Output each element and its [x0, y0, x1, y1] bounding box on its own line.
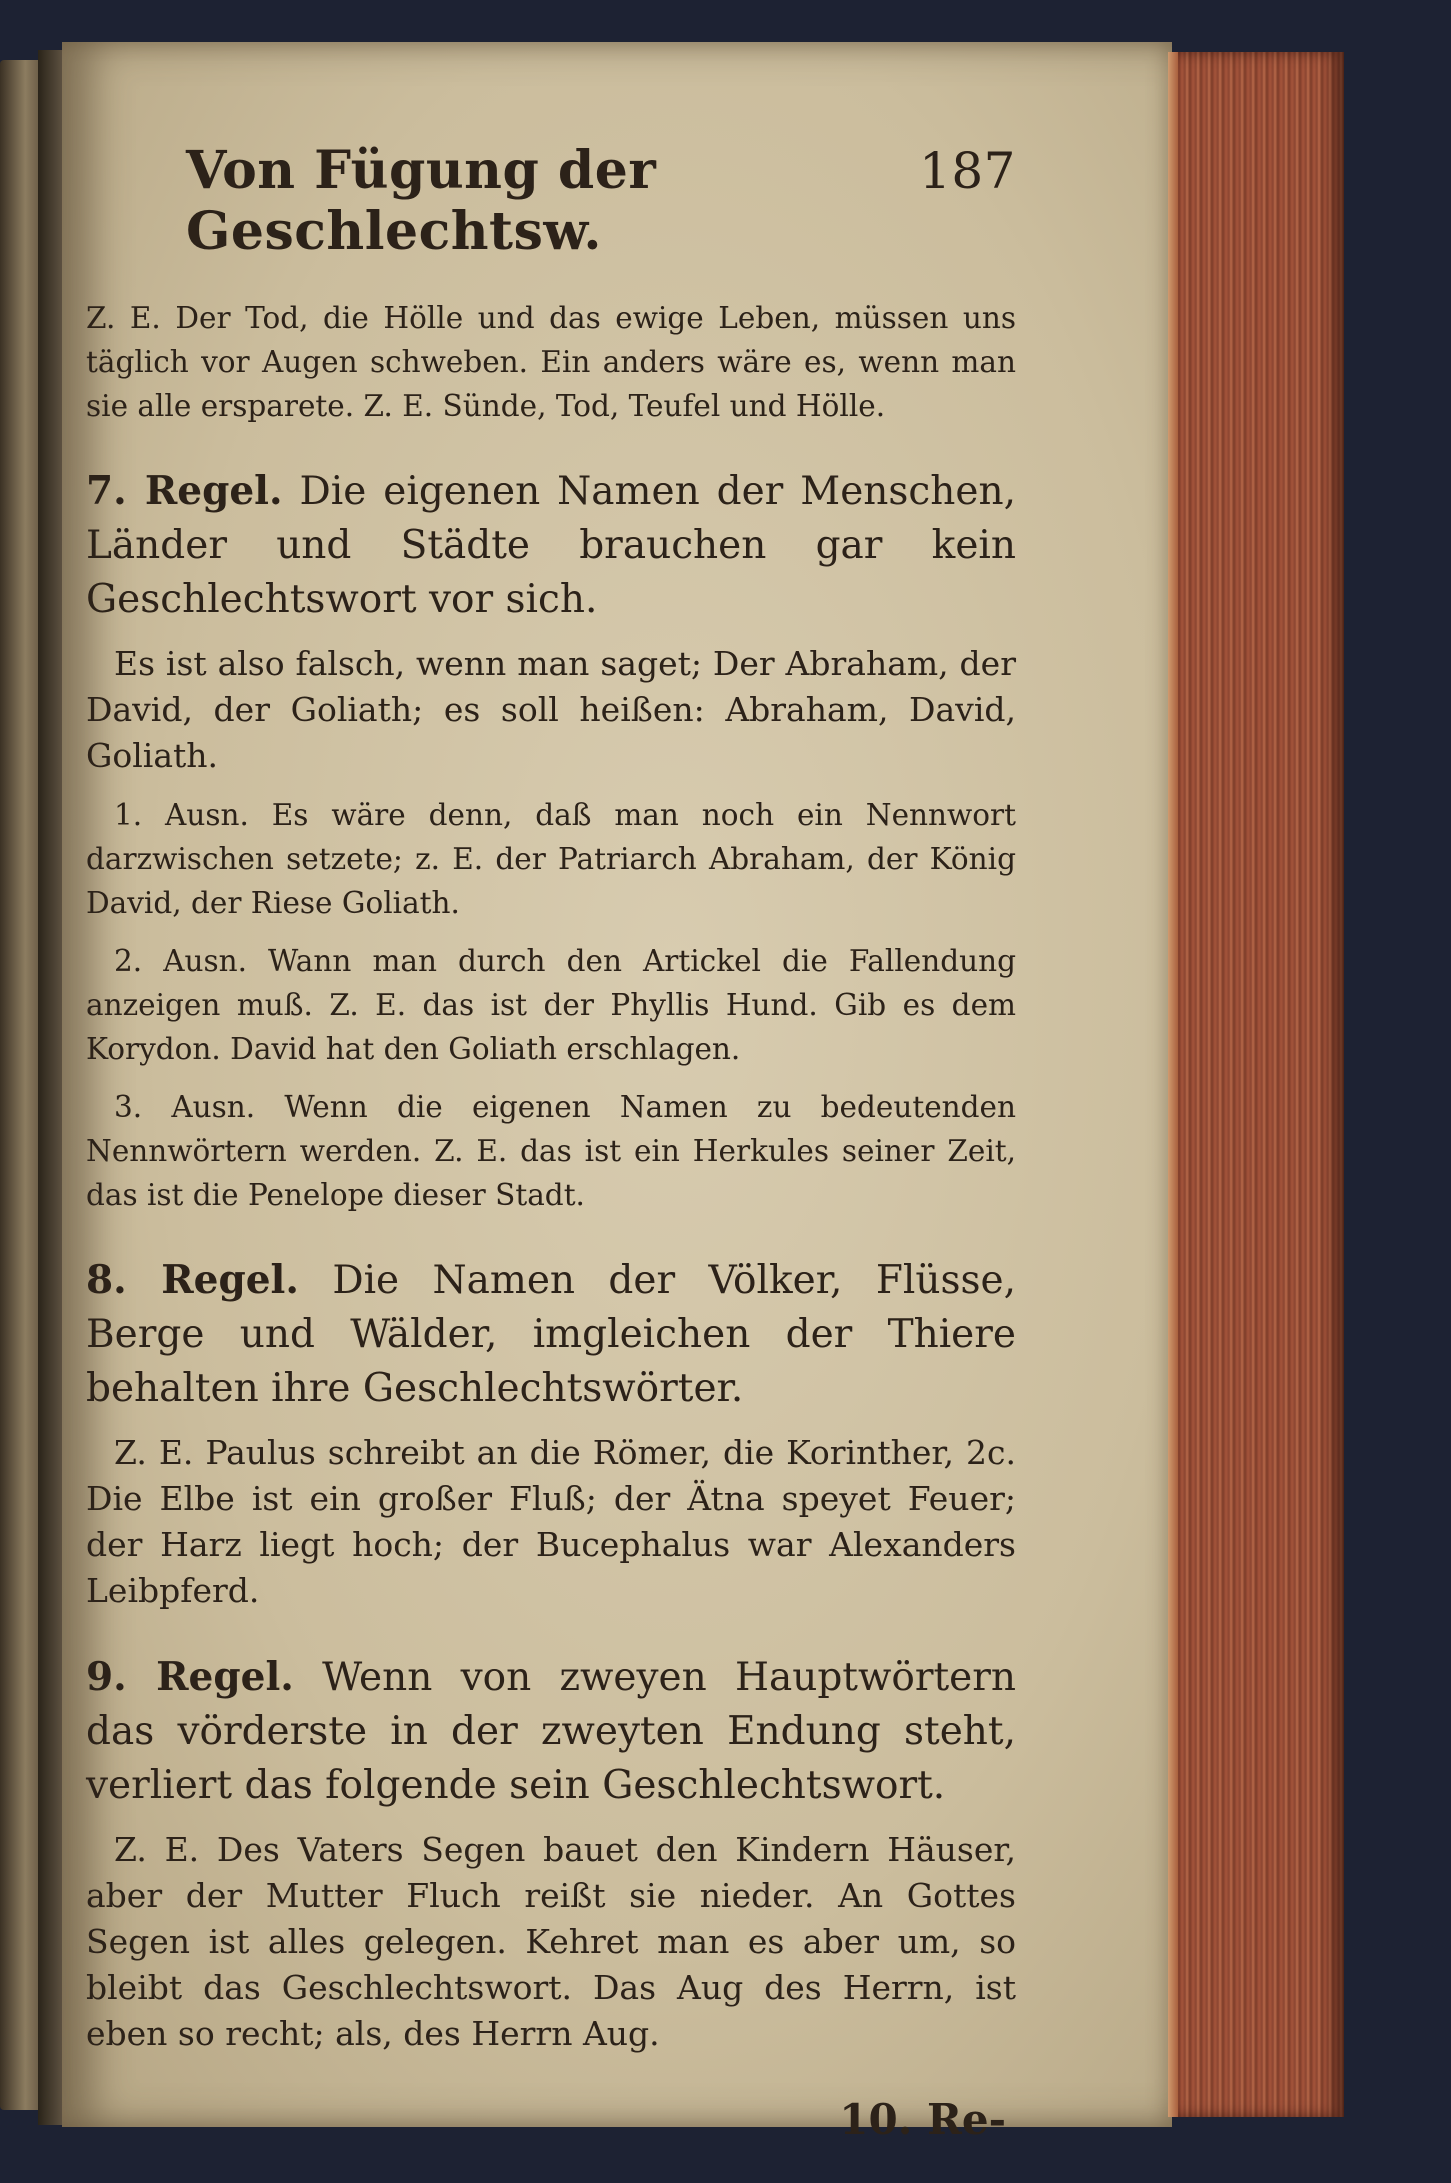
rule-7-heading: [86, 464, 1016, 627]
rule-7-exception-1: 1. Ausn. Es wäre denn, daß man noch ein Nennwort darzwischen setzete; z. E. der Patriarch Abraham, der König David, der Riese Goliath.: [86, 798, 1016, 920]
rule-7-text: Die eigenen Namen der Menschen, Länder und Städte brauchen gar kein Geschlechtswort vor sich.: [86, 469, 1016, 622]
page-block-highlight: [1168, 52, 1178, 2117]
rule-9-heading: [86, 1650, 1016, 1813]
running-title: Von Fügung der Geschlechtsw.: [186, 140, 657, 262]
rule-7-body: Es ist also falsch, wenn man saget; Der Abraham, der David, der Goliath; es soll heißen: Abraham, David, Goliath.: [86, 644, 1016, 775]
page-block-edges: [1168, 52, 1344, 2117]
rule-9-label: 9. Regel.: [86, 1654, 294, 1700]
rule-7-exception-3: 3. Ausn. Wenn die eigenen Namen zu bedeutenden Nennwörtern werden. Z. E. das ist ein Herkules seiner Zeit, das ist die Penelope dieser Stadt.: [86, 1090, 1016, 1212]
rule-7-label: 7. Regel.: [86, 468, 283, 514]
rule-8-heading: [86, 1253, 1016, 1416]
rule-7-exception-2: 2. Ausn. Wann man durch den Artickel die Fallendung anzeigen muß. Z. E. das ist der Phyllis Hund. Gib es dem Korydon. David hat den Goliath erschlagen.: [86, 944, 1016, 1066]
intro-paragraph: Z. E. Der Tod, die Hölle und das ewige Leben, müssen uns täglich vor Augen schweben. Ein anders wäre es, wenn man sie alle ersparete. Z. E. Sünde, Tod, Teufel und Hölle.: [86, 301, 1016, 423]
page-number: 187: [919, 142, 1016, 200]
page-text: [86, 140, 1016, 2144]
rule-8-text: Die Namen der Völker, Flüsse, Berge und Wälder, imgleichen der Thiere behalten ihre Geschlechtswörter.: [86, 1258, 1016, 1411]
rule-8-label: 8. Regel.: [86, 1257, 299, 1303]
rule-9-body: Z. E. Des Vaters Segen bauet den Kindern Häuser, aber der Mutter Fluch reißt sie nieder. An Gottes Segen ist alles gelegen. Kehret man es aber um, so bleibt das Geschlechtswort. Das Aug des Herrn, ist eben so recht; als, des Herrn Aug.: [86, 1830, 1016, 2053]
running-header: [86, 140, 1016, 262]
rule-9-text: Wenn von zweyen Hauptwörtern das vörderste in der zweyten Endung steht, verliert das folgende sein Geschlechtswort.: [86, 1655, 1017, 1808]
rule-8-body: Z. E. Paulus schreibt an die Römer, die Korinther, 2c. Die Elbe ist ein großer Fluß; der Ätna speyet Feuer; der Harz liegt hoch; der Bucephalus war Alexanders Leibpferd.: [86, 1433, 1016, 1610]
catchword: 10. Re-: [839, 2095, 1006, 2144]
